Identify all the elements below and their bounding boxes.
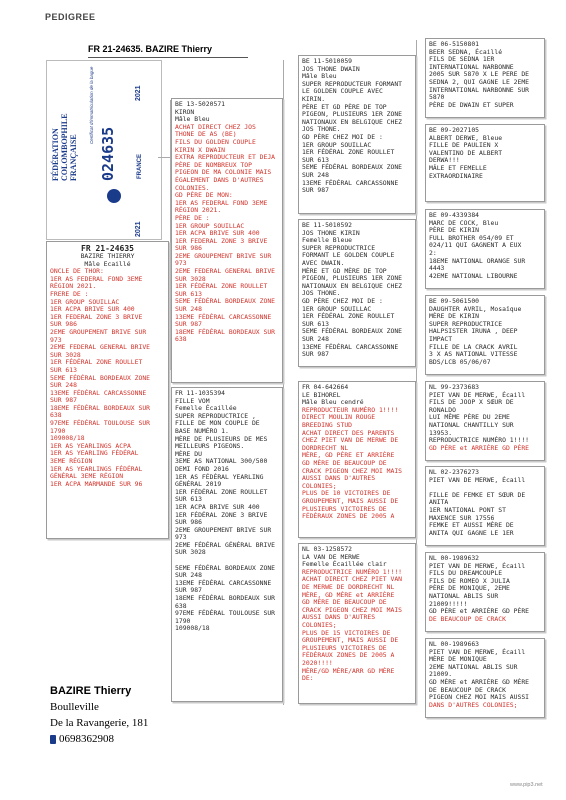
dam-name: FILLE VOM [175, 396, 210, 405]
card-country: FRANCE [137, 154, 143, 179]
card-year-bottom: 2021 [135, 221, 142, 237]
note-line: RÉGION 2021. [175, 206, 222, 215]
note-line: 3EME RÉGION [50, 457, 93, 466]
note-line: SUR 3028 [175, 274, 206, 283]
subject-box [46, 241, 169, 539]
note-line: DANS D'AUTRES COLONIES; [429, 700, 518, 709]
note-line: 1ER AS YEARLINGS ACPA [50, 441, 131, 450]
note-line: MÂLE ET FEMELLE [429, 163, 487, 172]
note-line: 1ER AS FÉDÉRAL YEARLING [175, 472, 264, 481]
note-line: JOS THONE. [302, 289, 341, 298]
note-line: FILS DU DREAMCOUPLE [429, 569, 503, 578]
note-line: GD MÈRE DE BEAUCOUP DE [302, 598, 387, 607]
ss-name: JOS THONE DWAIN [302, 64, 360, 73]
note-line: SUPER REPRODUCTRICE [302, 243, 376, 252]
pigeon-logo-icon [107, 189, 121, 203]
note-line: MÈRE, GD PÈRE ET ARRIÈRE [302, 451, 395, 460]
connector [416, 40, 417, 350]
connector [283, 375, 284, 705]
pedigree-label: PEDIGREE [45, 12, 96, 22]
note-line: PIET VAN DE MERWE, Écaill [429, 647, 526, 656]
gg3-notes [429, 220, 541, 281]
note-line: 2EME GROUPEMENT BRIVE SUR [50, 327, 147, 336]
note-line: SUR 986 [175, 244, 202, 253]
ss-notes [302, 81, 412, 195]
title-underline [88, 57, 248, 58]
subject-ring: FR 21-24635 [81, 244, 134, 253]
note-line: 18EME FÉDÉRAL BORDEAUX SUR [50, 403, 151, 412]
note-line: PLUS DE 15 VICTOIRES DE [302, 628, 391, 637]
note-line: SUR 248 [175, 305, 202, 314]
card-year: 2021 [135, 85, 142, 101]
note-line: 2EME GROUPEMENT BRIVE SUR [175, 251, 272, 260]
dd-notes [302, 569, 412, 683]
gg-box-3 [425, 209, 545, 289]
note-line: 1ER ACPA BRIVE SUR 400 [50, 305, 135, 314]
note-line: GD PÈRE DE MON: [175, 191, 233, 200]
note-line: 18EME FÉDÉRAL BORDEAUX SUR [175, 594, 276, 603]
note-line: SUR 613 [175, 289, 202, 298]
note-line: 21009. [429, 670, 453, 679]
dd-sex: Femelle Écaillée clair [302, 560, 387, 569]
note-line: 5EME FÉDÉRAL BORDEAUX ZONE [50, 373, 151, 382]
note-line: DE MERWE DE DORDRECHT NL [302, 582, 395, 591]
note-line: 13EME FÉDÉRAL CARCASSONNE [302, 178, 399, 187]
note-line: NATIONAL CHANTILLY SUR [429, 420, 514, 429]
owner-street: De la Ravangerie, 181 [50, 717, 149, 729]
note-line: ANITA [429, 498, 449, 507]
note-line: MÈRE ET GD MÈRE DE TOP [302, 266, 387, 275]
note-line: PÈRE DE DWAIN ET SUPER [429, 100, 514, 109]
note-line: 5870 [429, 93, 445, 102]
note-line: LE GOLDEN COUPLE AVEC [302, 87, 383, 96]
note-line: FILS DE SEDNA 1ER [429, 55, 495, 64]
ds-name: LE BIHOREL [302, 390, 341, 399]
note-line: RÉGION 2021. [50, 282, 97, 291]
note-line: ACHAT DIRECT CHEZ PIET VAN [302, 575, 403, 584]
dd-ring: NL 03-1258572 [302, 545, 353, 553]
federation-line-1: FÉDÉRATION [51, 128, 60, 181]
note-line: BEER SEDNA, Écaillé [429, 47, 503, 56]
note-line: 638 [50, 411, 62, 420]
ds-notes [302, 407, 412, 521]
note-line: 5EME FÉDÉRAL BORDEAUX ZONE [175, 563, 276, 572]
note-line: FORMANT LE GOLDEN COUPLE [302, 251, 395, 260]
note-line: RONALDO [429, 405, 456, 414]
note-line: MÈRE/GD MÈRE/ARR GD MÈRE [302, 666, 395, 675]
note-line: FRERE DE : [50, 289, 89, 298]
federation-line-3: FRANÇAISE [69, 134, 78, 181]
dam-sire-box [298, 381, 416, 538]
dam-dam-box [298, 543, 416, 704]
note-line: DE BEAUCOUP DE CRACK [429, 614, 506, 623]
sd-sex: Femelle Bleue [302, 236, 353, 245]
note-line: FEMKE ET AUSSI MÈRE DE [429, 521, 514, 530]
note-line: PIET VAN DE MERWE, Écaill [429, 390, 526, 399]
note-line: SUR 613 [50, 365, 77, 374]
note-line: 1ER ACPA BRIVE SUR 400 [175, 229, 260, 238]
note-line: SUR 613 [302, 155, 329, 164]
note-line: SUR 987 [302, 186, 329, 195]
note-line: JOS THONE. [302, 125, 341, 134]
note-line: REPRODUCTRICE NUMÉRO 1!!!! [429, 436, 530, 445]
sire-notes [175, 124, 279, 344]
note-line: AUSSI DANS D'AUTRES [302, 613, 376, 622]
note-line: 1ER AS FEDERAL FOND 3EME [50, 274, 143, 283]
sire-sire-box [298, 55, 416, 214]
owner-phone: 0698362908 [59, 733, 114, 745]
note-line: NATIONAL ABLIS SUR [429, 591, 499, 600]
note-line: NATIONAUX EN BELGIQUE CHEZ [302, 281, 403, 290]
note-line: SEDNA 2, QUI GAGNE LE 2EME [429, 77, 530, 86]
note-line: DIRECT MOULIN ROUGE [302, 413, 376, 422]
note-line: GD PÈRE et ARRIÈRE GD PÈRE [429, 443, 530, 452]
note-line: PIET VAN DE MERWE, Écaill [429, 561, 526, 570]
note-line: DE BEAUCOUP DE CRACK [429, 685, 506, 694]
note-line: 973 [175, 259, 187, 268]
note-line: ANITA QUI GAGNE LE 1ER [429, 528, 514, 537]
sire-ring: BE 13-5020571 [175, 100, 226, 108]
note-line: PLUSIEURS VICTOIRES DE [302, 504, 387, 513]
note-line: VALENTINO DE ALBERT [429, 148, 503, 157]
note-line: BDS/LCB 05/06/07 [429, 357, 491, 366]
sd-notes [302, 245, 412, 359]
note-line: MÈRE DE KIRIN [429, 312, 480, 321]
subject-notes [50, 268, 165, 488]
federation-line-2: COLOMBOPHILE [60, 113, 69, 181]
gg5-notes [429, 392, 541, 453]
sire-dam-box [298, 219, 416, 367]
gg-box-6 [425, 466, 545, 546]
gg-box-2 [425, 124, 545, 202]
note-line: 1ER FÉDÉRAL ZONE ROULLET [302, 312, 395, 321]
gg8-ring: NL 00-1989663 [429, 640, 480, 648]
note-line: 1ER AS FEDERAL FOND 3EME [175, 198, 268, 207]
subject-sex: Mâle Ecaillé [84, 259, 131, 268]
connector [283, 60, 284, 320]
dd-name: LA VAN DE MERWE [302, 552, 360, 561]
note-line: ALBERT DERWE, Bleue [429, 133, 503, 142]
note-line: 3EME AS NATIONAL 300/500 [175, 457, 268, 466]
note-line: EXTRAORDINAIRE [429, 171, 483, 180]
sd-name: JOS THONE KIRIN [302, 228, 360, 237]
note-line: MÈRE DE MONIQUE [429, 655, 487, 664]
dam-ring: FR 11-1035394 [175, 389, 226, 397]
note-line: 1ER FEDERAL ZONE 3 BRIVE [50, 312, 143, 321]
note-line: 2020!!!! [302, 658, 333, 667]
note-line: 024/11 QUI GAGNENT A EUX [429, 241, 522, 250]
note-line: SUR 987 [175, 586, 202, 595]
note-line: AUSSI DANS D'AUTRES [302, 474, 376, 483]
note-line: 638 [175, 335, 187, 344]
note-line: PÈRE DE MONIQUE, 2EME [429, 584, 510, 593]
note-line: 109008/18 [175, 624, 210, 633]
note-line: 4443 [429, 264, 445, 273]
note-line: COLONIES. [175, 183, 210, 192]
note-line: FILLE DE FEMKE ET SŒUR DE [429, 490, 526, 499]
note-line: KIRIN X DWAIN [175, 145, 226, 154]
note-line: 1ER AS YEARLINGS FÉDÉRAL [50, 464, 143, 473]
note-line: REPRODUCTRICE NUMÉRO 1!!!! [302, 567, 403, 576]
sire-name: KIRON [175, 107, 195, 116]
note-line: 13EME FÉDÉRAL CARCASSONNE [175, 312, 272, 321]
note-line: GROUPEMENT, MAIS AUSSI DE [302, 496, 399, 505]
note-line: FILS DE JOOP X SŒUR DE [429, 398, 514, 407]
note-line: 1ER GROUP SOUILLAC [302, 140, 372, 149]
note-line: 18EME FÉDÉRAL BORDEAUX SUR [175, 327, 276, 336]
note-line: MARC DE COCK, Bleu [429, 218, 499, 227]
note-line: FÉDÉRAUX ZONES DE 2005 A [302, 651, 395, 660]
note-line: MÈRE DE PLUSIEURS DE MES [175, 434, 268, 443]
note-line: MEILLEURS PIGEONS. [175, 442, 245, 451]
note-line: FULL BROTHER 054/09 ET [429, 233, 514, 242]
note-line: SUR 613 [302, 319, 329, 328]
note-line: CRACK PIGEON CHEZ MOI MAIS [302, 466, 403, 475]
note-line: 109008/18 [50, 434, 85, 443]
note-line: FILS DE ROMEO X JULIA [429, 576, 510, 585]
note-line: 21009!!!!! [429, 599, 468, 608]
note-line: SUR 613 [175, 495, 202, 504]
owner-city: Boulleville [50, 701, 99, 713]
sire-sex: Mâle Bleu [175, 115, 210, 124]
gg6-ring: NL 02-2376273 [429, 468, 480, 476]
note-line: GROUPEMENT, MAIS AUSSI DE [302, 636, 399, 645]
note-line: 1ER FÉDÉRAL ZONE ROULLET [50, 358, 143, 367]
gg1-notes [429, 49, 541, 110]
note-line: GD PÈRE CHEZ MOI DE : [302, 296, 383, 305]
note-line: FILLE DE MON COUPLE DE [175, 419, 260, 428]
note-line: 13EME FÉDÉRAL CARCASSONNE [302, 342, 399, 351]
gg5-ring: NL 99-2373683 [429, 383, 480, 391]
note-line: PIGEON CHEZ MOI MAIS AUSSI [429, 693, 530, 702]
gg2-ring: BE 09-2027105 [429, 126, 480, 134]
note-line: DEMI FOND 2016 [175, 464, 229, 473]
note-line: GÉNÉRAL 3EME RÉGION [50, 472, 124, 481]
note-line: PIGEON, PLUSIEURS 1ER ZONE [302, 274, 403, 283]
note-line: ACHAT DIRECT DES PARENTS [302, 428, 395, 437]
note-line: 5EME FÉDÉRAL BORDEAUX ZONE [175, 297, 276, 306]
note-line: 2EME FEDERAL GENERAL BRIVE [175, 267, 276, 276]
note-line: INTERNATIONAL NARBONNE [429, 62, 514, 71]
gg3-ring: BE 09-4339384 [429, 211, 480, 219]
gg4-ring: BE 09-5061500 [429, 297, 480, 305]
note-line: DERWA!!! [429, 156, 460, 165]
phone-icon [50, 735, 56, 744]
gg7-ring: NL 00-1989632 [429, 554, 480, 562]
note-line: GD PÈRE et ARRIÈRE GD PÈRE [429, 607, 530, 616]
ds-sex: Mâle Bleu cendré [302, 398, 364, 407]
note-line: SUR 248 [50, 381, 77, 390]
gg-box-1 [425, 38, 545, 118]
note-line: 1ER NATIONAL PONT ST [429, 505, 506, 514]
gg-box-8 [425, 638, 545, 718]
note-line: ÉGALEMENT DANS D'AUTRES [175, 175, 264, 184]
note-line: PÈRE DE : [175, 213, 210, 222]
note-line: 1ER FÉDÉRAL ZONE 3 BRIVE [175, 510, 268, 519]
dam-sex: Femelle Écaillée [175, 404, 237, 413]
note-line: PIET VAN DE MERWE, Écaill [429, 475, 526, 484]
dam-notes [175, 413, 279, 633]
note-line: IMPACT [429, 334, 453, 343]
note-line: CRACK PIGEON CHEZ MOI MAIS [302, 605, 403, 614]
ring-certificate-card [46, 60, 162, 240]
note-line: INTERNATIONAL NARBONNE SUR [429, 85, 530, 94]
note-line: 13953. [429, 428, 453, 437]
note-line: PÈRE DE KIRIN [429, 226, 480, 235]
note-line: PLUSIEURS VICTOIRES DE [302, 643, 387, 652]
note-line: FILLE DE PAULIEN X [429, 141, 499, 150]
note-line: PÈRE ET GD PÈRE DE TOP [302, 102, 387, 111]
note-line: 2EME NATIONAL ABLIS SUR [429, 662, 518, 671]
note-line: LUI MÊME PÈRE DU 2EME [429, 413, 510, 422]
note-line: SUR 987 [50, 396, 77, 405]
note-line: SUR 986 [50, 320, 77, 329]
note-line: THONE DE AS (BE) [175, 130, 237, 139]
note-line: ONCLE DE THOR: [50, 267, 104, 276]
gg8-notes [429, 649, 541, 710]
note-line: SUR 3028 [175, 548, 206, 557]
note-line: 2EME FEDERAL GENERAL BRIVE [50, 343, 151, 352]
note-line: GD MÈRE et ARRIÈRE GD MÈRE [429, 677, 530, 686]
note-line: GD PÈRE CHEZ MOI DE : [302, 132, 383, 141]
note-line: 638 [175, 601, 187, 610]
ss-ring: BE 11-5010059 [302, 57, 353, 65]
note-line: 1ER AS YEARLING FÉDÉRAL [50, 449, 139, 458]
gg7-notes [429, 563, 541, 624]
note-line: 2EME FÉDÉRAL GÉNÉRAL BRIVE [175, 540, 276, 549]
note-line: PÈRE DE NOMBREUX TOP [175, 160, 252, 169]
note-line: PIGEON DE MA COLONIE MAIS [175, 168, 272, 177]
note-line: 1ER GROUP SOUILLAC [175, 221, 245, 230]
note-line: 1ER FEDERAL ZONE 3 BRIVE [175, 236, 268, 245]
note-line: GÉNÉRAL 2019 [175, 480, 222, 489]
connector [158, 157, 170, 158]
subject-name: BAZIRE THIERRY [80, 252, 135, 260]
note-line: 5EME FÉDÉRAL BORDEAUX ZONE [302, 163, 403, 172]
note-line: CHEZ PIET VAN DE MERWE DE [302, 436, 399, 445]
note-line: DAUGHTER AVRIL, Mosaïque [429, 304, 522, 313]
note-line: 3 X AS NATIONAL VITESSE [429, 350, 518, 359]
page-title: FR 21-24635. BAZIRE Thierry [88, 44, 213, 54]
gg-box-7 [425, 552, 545, 632]
connector [416, 355, 417, 700]
note-line: SUPER REPRODUCTRICE , [175, 411, 256, 420]
note-line: SUR 987 [302, 350, 329, 359]
note-line: MÈRE DU [175, 449, 202, 458]
note-line: 97EME FÉDÉRAL TOULOUSE SUR [175, 609, 276, 618]
dam-box [171, 387, 283, 702]
certificate-text: Certificat d'immatriculation de la bague [89, 66, 94, 144]
note-line: SUR 248 [302, 334, 329, 343]
note-line: REPRODUCTEUR NUMÉRO 1!!!! [302, 405, 399, 414]
note-line: EXTRA REPRODUCTEUR ET DEJA [175, 153, 276, 162]
note-line: PIGEON, PLUSIEURS 1ER ZONE [302, 110, 403, 119]
ring-number: 024635 [99, 126, 117, 181]
note-line: SUR 986 [175, 518, 202, 527]
note-line: 5EME FÉDÉRAL BORDEAUX ZONE [302, 327, 403, 336]
note-line: 13EME FÉDÉRAL CARCASSONNE [50, 388, 147, 397]
note-line: PLUS DE 10 VICTOIRES DE [302, 489, 391, 498]
note-line: ACHAT DIRECT CHEZ JOS [175, 122, 256, 131]
owner-name: BAZIRE Thierry [50, 685, 132, 697]
note-line: 2: [429, 248, 437, 257]
note-line: DE: [302, 674, 314, 683]
note-line: FILS DU GOLDEN COUPLE [175, 137, 256, 146]
note-line: SUPER REPRODUCTEUR FORMANT [302, 79, 403, 88]
note-line: MAXENCE SUR 17556 [429, 513, 495, 522]
note-line: 1790 [175, 616, 191, 625]
note-line: 1ER ACPA BRIVE SUR 400 [175, 502, 260, 511]
ss-sex: Mâle Bleu [302, 72, 337, 81]
note-line: BASE NUMÉRO 1. [175, 426, 229, 435]
sd-ring: BE 11-5010592 [302, 221, 353, 229]
note-line: 1ER GROUP SOUILLAC [50, 297, 120, 306]
note-line: DORDRECHT NL [302, 443, 349, 452]
note-line: 97EME FÉDÉRAL TOULOUSE SUR [50, 419, 151, 428]
note-line: SUR 3028 [50, 350, 81, 359]
ds-ring: FR 04-642664 [302, 383, 349, 391]
gg1-ring: BE 06-5150801 [429, 40, 480, 48]
note-line: HALPSISTER IRUNA , DEEP [429, 327, 518, 336]
note-line: MÈRE, GD MÈRE et ARRIÈRE [302, 590, 395, 599]
note-line: FILLE DE LA CRACK AVRIL [429, 342, 518, 351]
note-line: NATIONAUX EN BELGIQUE CHEZ [302, 117, 403, 126]
note-line: 1ER ACPA MARMANDE SUR 96 [50, 479, 143, 488]
note-line: AVEC DWAIN. [302, 258, 345, 267]
footer-site: www.pip3.net [510, 782, 543, 788]
note-line: GD MÈRE DE BEAUCOUP DE [302, 458, 387, 467]
note-line: 18EME NATIONAL ORANGE SUR [429, 256, 526, 265]
note-line: 42EME NATIONAL LIBOURNE [429, 271, 518, 280]
gg4-notes [429, 306, 541, 367]
note-line: FÉDÉRAUX ZONES DE 2005 A [302, 512, 395, 521]
note-line: SUPER REPRODUCTRICE [429, 319, 503, 328]
gg6-notes [429, 477, 541, 538]
note-line: 1ER FÉDÉRAL ZONE ROULLET [175, 487, 268, 496]
sire-box [171, 98, 283, 383]
note-line: SUR 987 [175, 320, 202, 329]
note-line: 13EME FÉDÉRAL CARCASSONNE [175, 578, 272, 587]
note-line: 2005 SUR 5870 X LE PERE DE [429, 70, 530, 79]
note-line: 1790 [50, 426, 66, 435]
note-line: COLONIES; [302, 481, 337, 490]
note-line: SUR 248 [175, 571, 202, 580]
note-line: 1ER GROUP SOUILLAC [302, 304, 372, 313]
gg-box-4 [425, 295, 545, 375]
note-line: 973 [175, 533, 187, 542]
note-line: 1ER FÉDÉRAL ZONE ROULLET [175, 282, 268, 291]
note-line: 1ER FÉDÉRAL ZONE ROULLET [302, 148, 395, 157]
note-line: 2EME GROUPEMENT BRIVE SUR [175, 525, 272, 534]
note-line: KIRIN. [302, 94, 326, 103]
note-line: 973 [50, 335, 62, 344]
note-line: BREEDING STUD [302, 420, 353, 429]
gg2-notes [429, 135, 541, 181]
gg-box-5 [425, 381, 545, 461]
note-line: COLONIES; [302, 620, 337, 629]
note-line: SUR 248 [302, 170, 329, 179]
